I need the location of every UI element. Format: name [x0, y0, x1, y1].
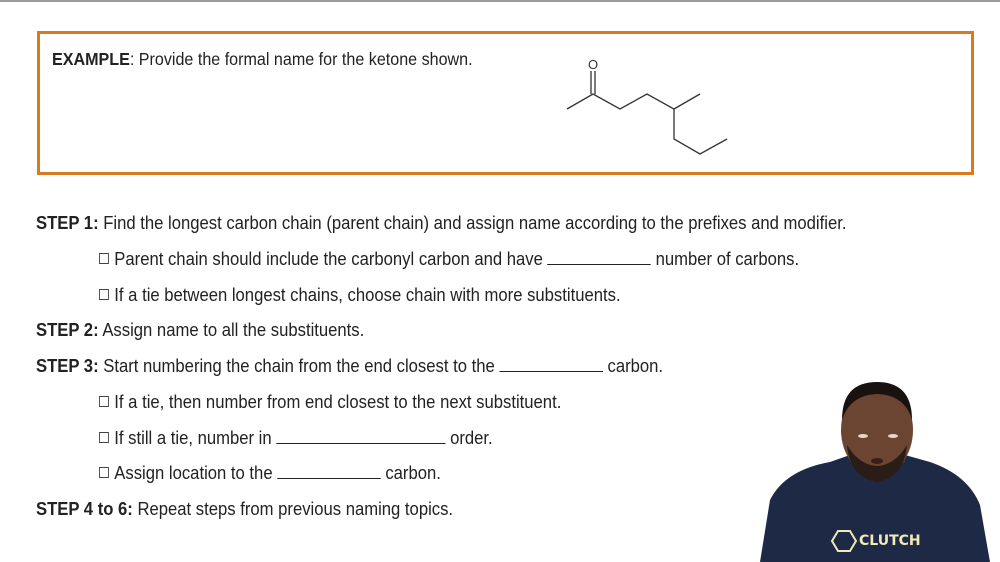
fill-in-blank[interactable] [499, 356, 603, 372]
bullet-text: If a tie between longest chains, choose chain with more substituents. [114, 284, 621, 305]
presenter-video [755, 378, 1000, 562]
checkbox-icon[interactable] [99, 396, 109, 407]
bullet-text: number of carbons. [650, 248, 800, 269]
step-3-bullet-3 [99, 462, 441, 484]
step-1 [36, 212, 846, 234]
checkbox-icon[interactable] [99, 289, 109, 300]
step-4-text: Repeat steps from previous naming topics. [132, 498, 454, 519]
checkbox-icon[interactable] [99, 467, 109, 478]
checkbox-icon[interactable] [99, 432, 109, 443]
bullet-text: carbon. [380, 462, 441, 483]
ketone-molecule-diagram [520, 48, 750, 178]
bullet-text: If a tie, then number from end closest to the next substituent. [114, 391, 562, 412]
step-3-text: Start numbering the chain from the end closest to the [98, 355, 500, 376]
step-3-bullet-2 [99, 427, 493, 449]
fill-in-blank[interactable] [276, 428, 445, 444]
bullet-text: Assign location to the [114, 462, 278, 483]
fill-in-blank[interactable] [547, 249, 651, 265]
example-label: EXAMPLE [52, 49, 130, 69]
step-1-bullet-1 [99, 248, 799, 270]
step-2-label: STEP 2: [36, 319, 99, 340]
example-prompt-text: : Provide the formal name for the ketone shown. [129, 49, 473, 69]
shirt-logo-text: CLUTCH [859, 533, 921, 549]
example-box [37, 31, 974, 175]
step-1-bullet-2 [99, 284, 621, 306]
step-1-text: Find the longest carbon chain (parent chain) and assign name according to the prefixes and modifier. [98, 212, 847, 233]
fill-in-blank[interactable] [277, 463, 380, 479]
bullet-text: If still a tie, number in [114, 427, 277, 448]
step-1-label: STEP 1: [36, 212, 99, 233]
top-divider [0, 0, 1000, 2]
example-prompt [52, 49, 473, 70]
step-3-bullet-1 [99, 391, 561, 413]
step-4-to-6 [36, 498, 453, 520]
bullet-text: order. [445, 427, 493, 448]
step-4-label: STEP 4 to 6: [36, 498, 133, 519]
step-3 [36, 355, 663, 377]
step-2-text: Assign name to all the substituents. [98, 319, 365, 340]
step-3-text-end: carbon. [602, 355, 664, 376]
oxygen-atom-label: O [587, 57, 599, 72]
checkbox-icon[interactable] [99, 253, 109, 264]
step-2 [36, 319, 364, 341]
bullet-text: Parent chain should include the carbonyl carbon and have [114, 248, 548, 269]
step-3-label: STEP 3: [36, 355, 99, 376]
